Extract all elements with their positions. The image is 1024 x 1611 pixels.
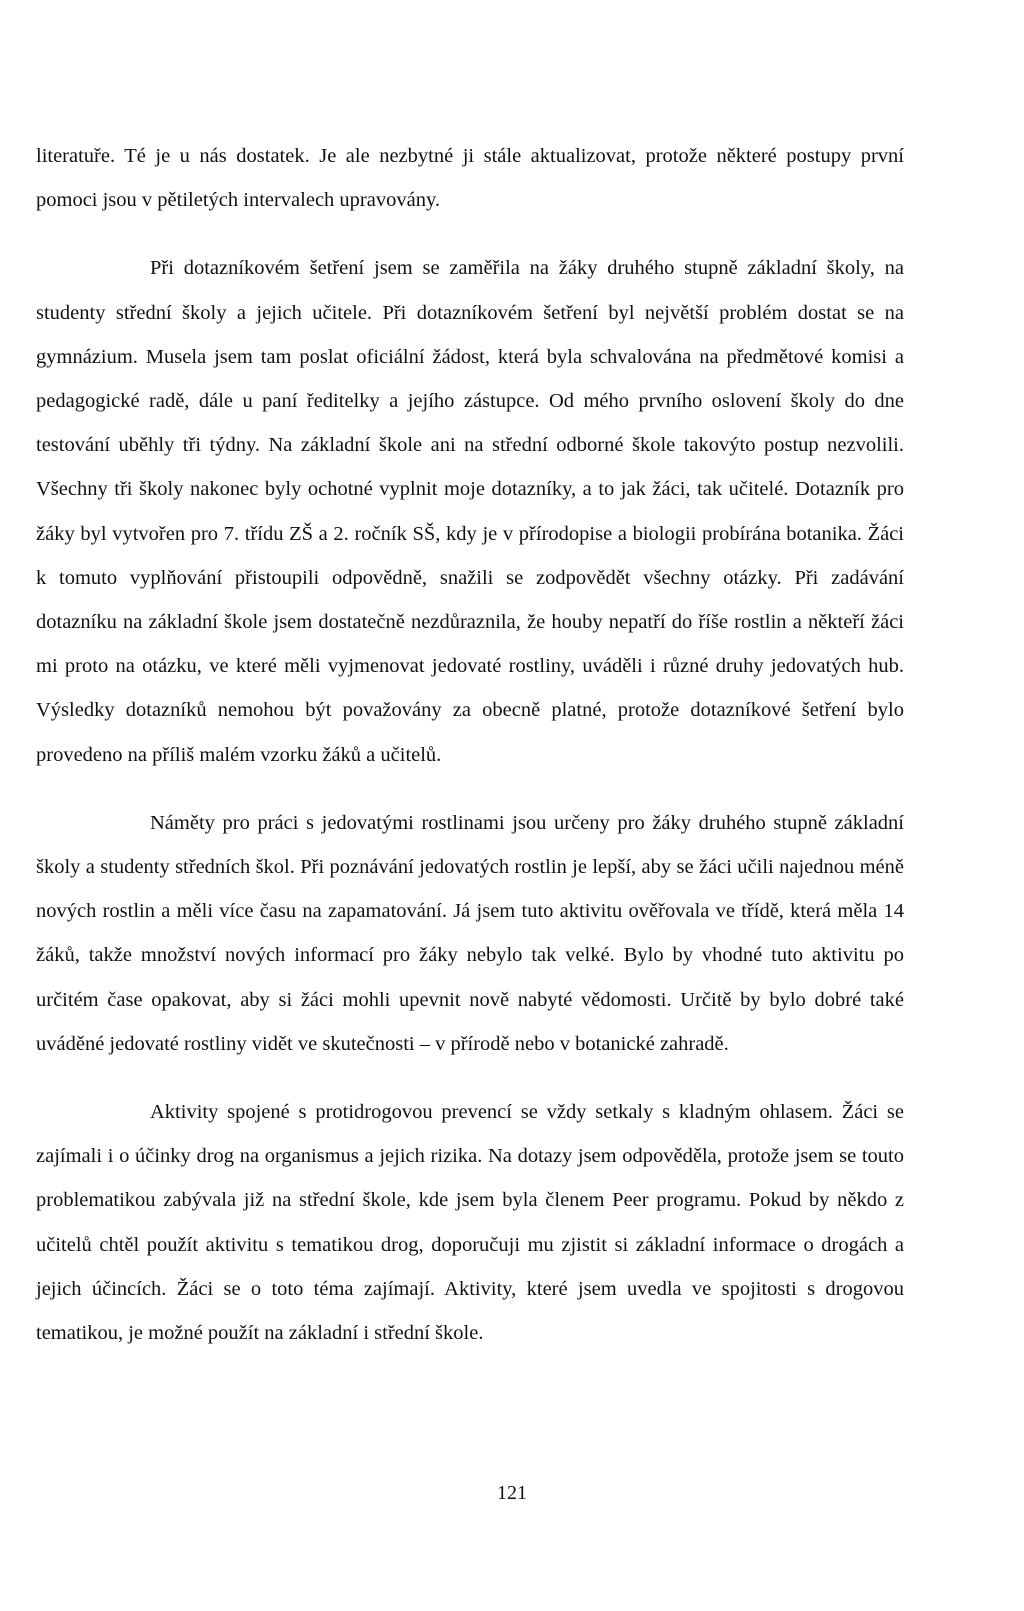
paragraph-survey: Při dotazníkovém šetření jsem se zaměřila na žáky druhého stupně základní školy, na studenty střední školy a jejich učitele. Při dotazníkovém šetření byl největší problém dostat se na gymnázium. Musela jsem tam poslat oficiální žádost, která byla schvalována na předmětové komisi a pedagogické radě, dále u paní ředitelky a jejího zástupce. Od mého prvního oslovení školy do dne testování uběhly tři týdny. Na základní škole ani na střední odborné škole takovýto postup nezvolili. Všechny tři školy nakonec byly ochotné vyplnit moje dotazníky, a to jak žáci, tak učitelé. Dotazník pro žáky byl vytvořen pro 7. třídu ZŠ a 2. ročník SŠ, kdy je v přírodopise a biologii probírána botanika. Žáci k tomuto vyplňování přistoupili odpovědně, snažili se zodpovědět všechny otázky. Při zadávání dotazníku na základní škole jsem dostatečně nezdůraznila, že houby nepatří do říše rostlin a někteří žáci mi proto na otázku, ve které měli vyjmenovat jedovaté rostliny, uváděli i různé druhy jedovatých hub. Výsledky dotazníků nemohou být považovány za obecně platné, protože dotazníkové šetření bylo provedeno na příliš malém vzorku žáků a učitelů. [36, 257, 904, 766]
body-text [36, 134, 904, 1379]
page-number: 121 [497, 1482, 527, 1504]
paragraph-poisonous-plants: Náměty pro práci s jedovatými rostlinami jsou určeny pro žáky druhého stupně základní školy a studenty středních škol. Při poznávání jedovatých rostlin je lepší, aby se žáci učili najednou méně nových rostlin a měli více času na zapamatování. Já jsem tuto aktivitu ověřovala ve třídě, která měla 14 žáků, takže množství nových informací pro žáky nebylo tak velké. Bylo by vhodné tuto aktivitu po určitém čase opakovat, aby si žáci mohli upevnit nově nabyté vědomosti. Určitě by bylo dobré také uváděné jedovaté rostliny vidět ve skutečnosti – v přírodě nebo v botanické zahradě. [36, 811, 904, 1055]
paragraph-continued: literatuře. Té je u nás dostatek. Je ale nezbytné ji stále aktualizovat, protože některé postupy první pomoci jsou v pětiletých intervalech upravovány. [36, 145, 904, 212]
paragraph-drug-prevention: Aktivity spojené s protidrogovou prevencí se vždy setkaly s kladným ohlasem. Žáci se zajímali i o účinky drog na organismus a jejich rizika. Na dotazy jsem odpověděla, protože jsem se touto problematikou zabývala již na střední škole, kde jsem byla členem Peer programu. Pokud by někdo z učitelů chtěl použít aktivitu s tematikou drog, doporučuji mu zjistit si základní informace o drogách a jejich účincích. Žáci se o toto téma zajímají. Aktivity, které jsem uvedla ve spojitosti s drogovou tematikou, je možné použít na základní i střední škole. [36, 1101, 904, 1345]
